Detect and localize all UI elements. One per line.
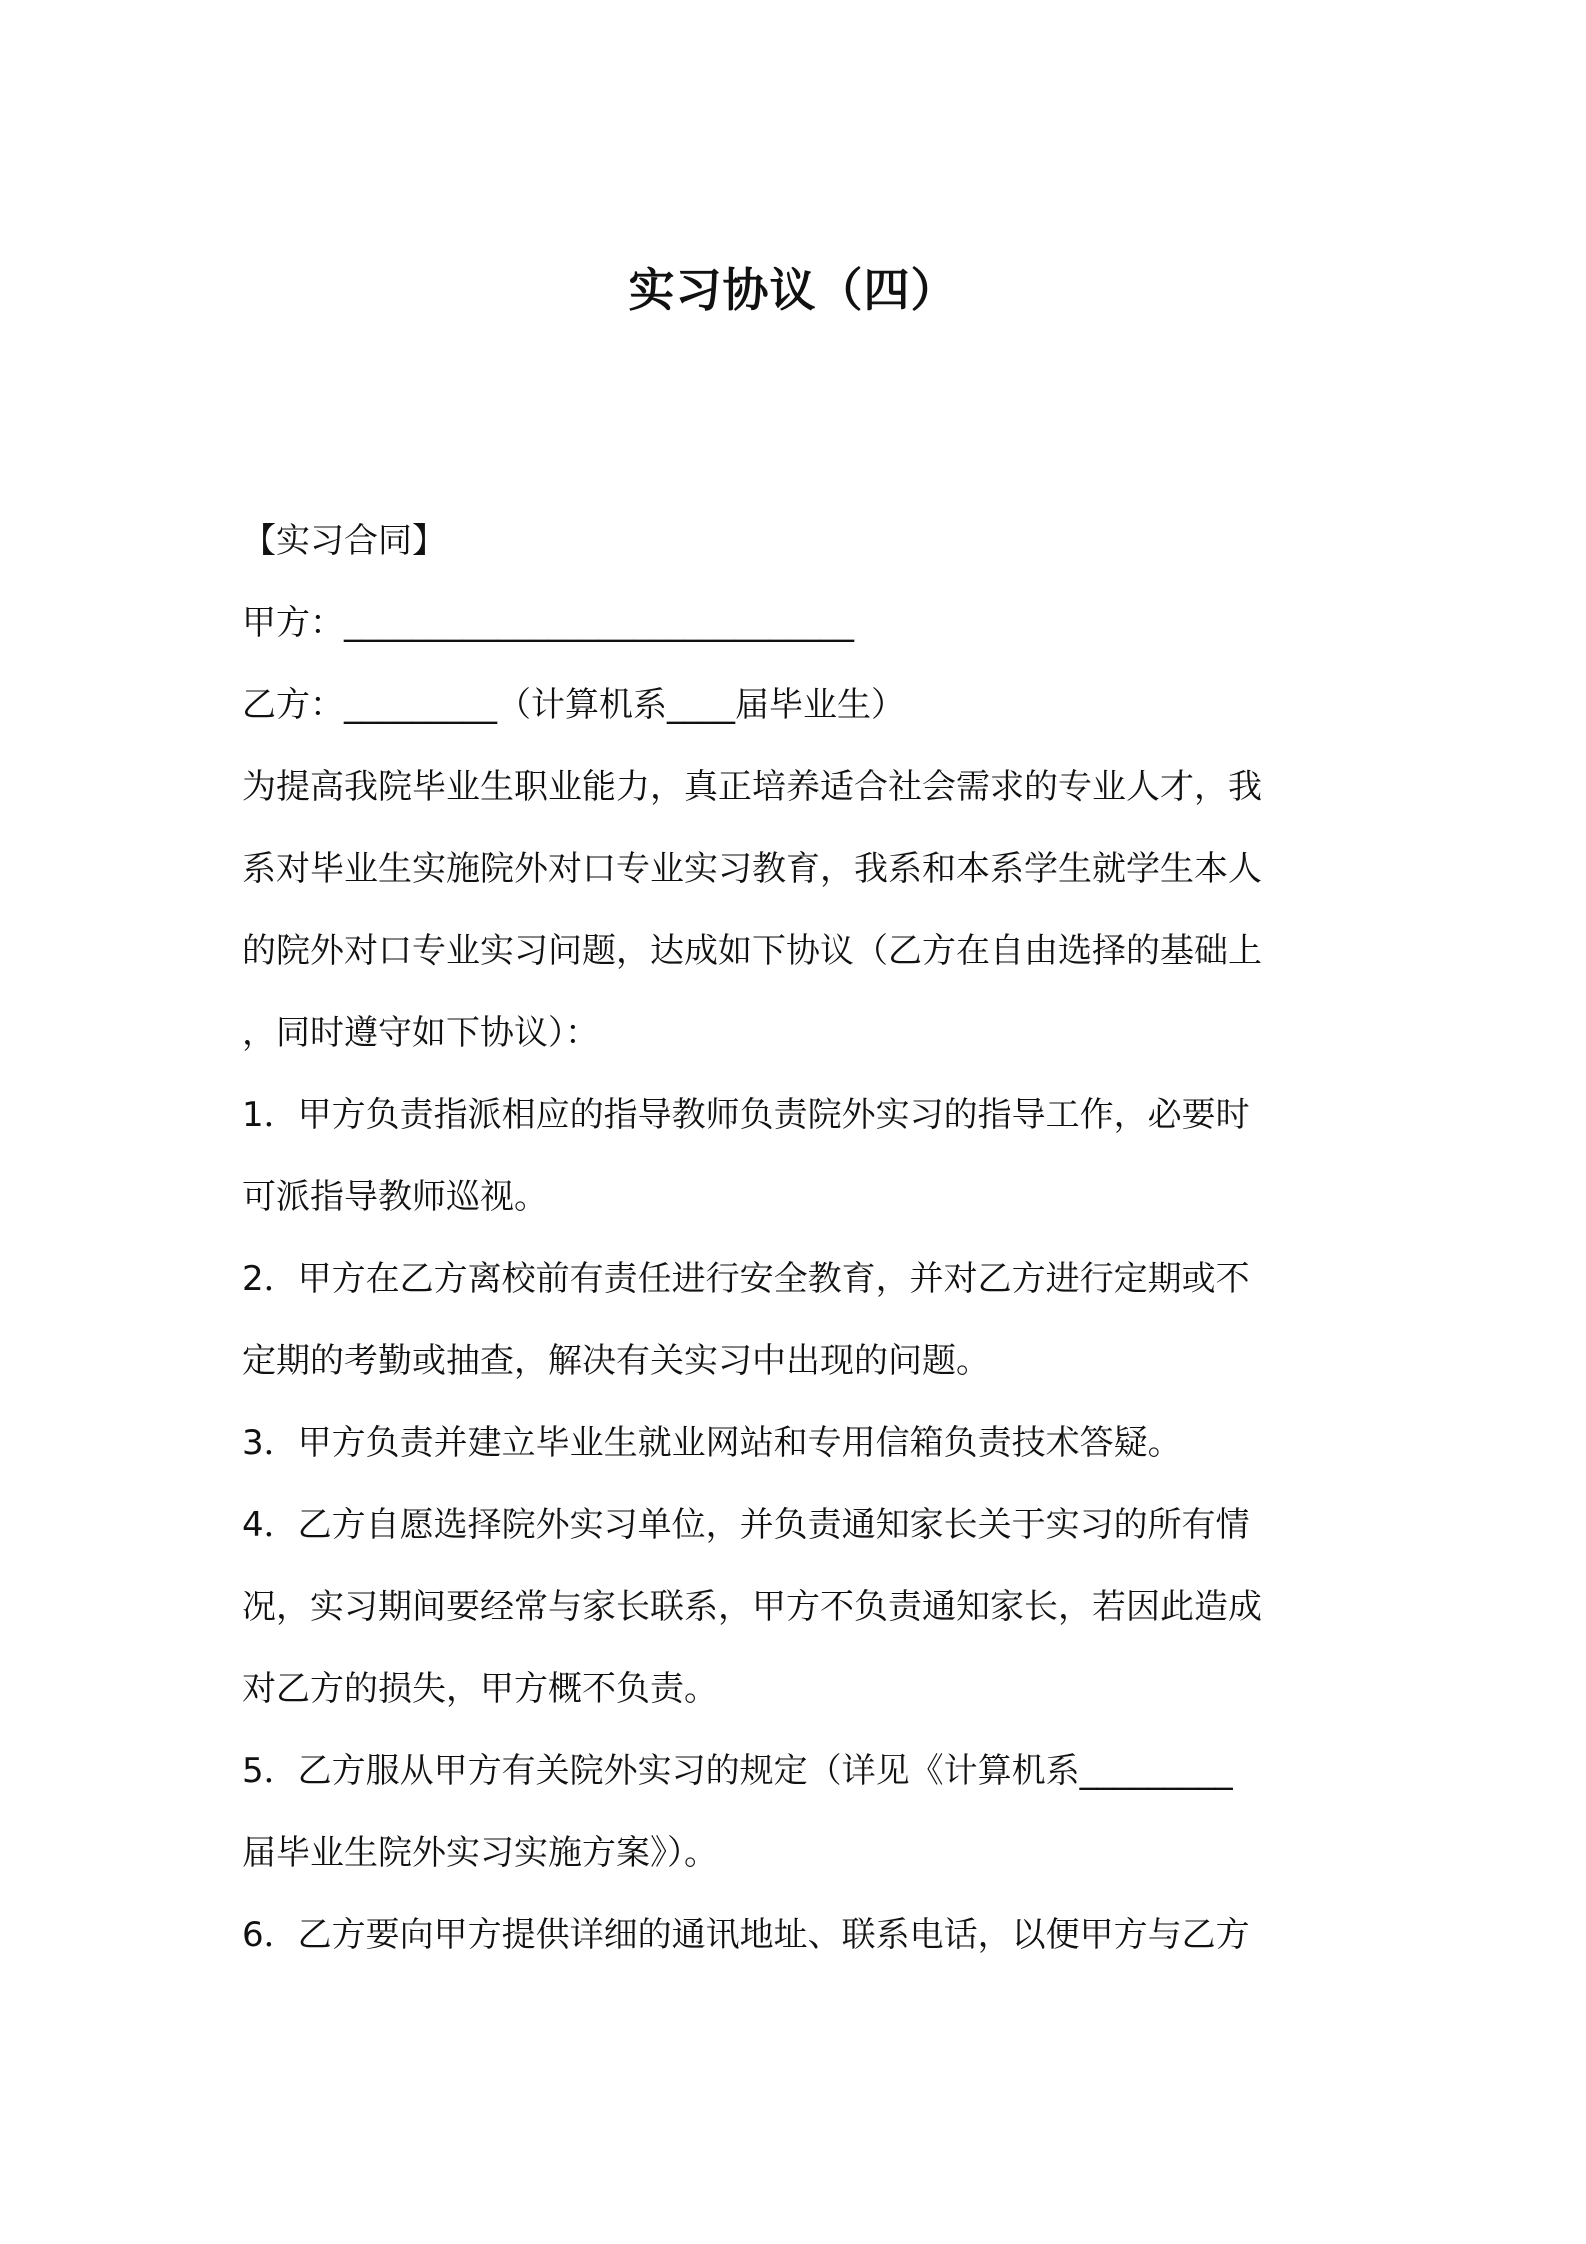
clause-6-line-1: 6．乙方要向甲方提供详细的通讯地址、联系电话，以便甲方与乙方 <box>242 1915 1250 1955</box>
clause-5-line-1: 5．乙方服从甲方有关院外实习的规定（详见《计算机系_________ <box>242 1751 1233 1791</box>
clause-2-line-2: 定期的考勤或抽查，解决有关实习中出现的问题。 <box>242 1341 990 1381</box>
clause-4-line-3: 对乙方的损失，甲方概不负责。 <box>242 1669 718 1709</box>
party-a-line: 甲方：______________________________ <box>242 603 854 643</box>
intro-line-4: ，同时遵守如下协议）： <box>242 1013 599 1053</box>
clause-1-line-1: 1．甲方负责指派相应的指导教师负责院外实习的指导工作，必要时 <box>242 1095 1250 1135</box>
party-b-line: 乙方：_________（计算机系____届毕业生） <box>242 685 905 725</box>
intro-line-2: 系对毕业生实施院外对口专业实习教育，我系和本系学生就学生本人 <box>242 849 1262 889</box>
clause-4-line-1: 4．乙方自愿选择院外实习单位，并负责通知家长关于实习的所有情 <box>242 1505 1250 1545</box>
section-heading: 【实习合同】 <box>242 521 446 561</box>
clause-2-line-1: 2．甲方在乙方离校前有责任进行安全教育，并对乙方进行定期或不 <box>242 1259 1250 1299</box>
intro-line-1: 为提高我院毕业生职业能力，真正培养适合社会需求的专业人才，我 <box>242 767 1262 807</box>
clause-5-line-2: 届毕业生院外实习实施方案》）。 <box>242 1833 718 1873</box>
clause-1-line-2: 可派指导教师巡视。 <box>242 1177 548 1217</box>
document-body <box>242 500 1352 1976</box>
clause-4-line-2: 况，实习期间要经常与家长联系，甲方不负责通知家长，若因此造成 <box>242 1587 1262 1627</box>
intro-line-3: 的院外对口专业实习问题，达成如下协议（乙方在自由选择的基础上 <box>242 931 1262 971</box>
clause-3-line-1: 3．甲方负责并建立毕业生就业网站和专用信箱负责技术答疑。 <box>242 1423 1182 1463</box>
document-title: 实习协议（四） <box>628 263 958 317</box>
